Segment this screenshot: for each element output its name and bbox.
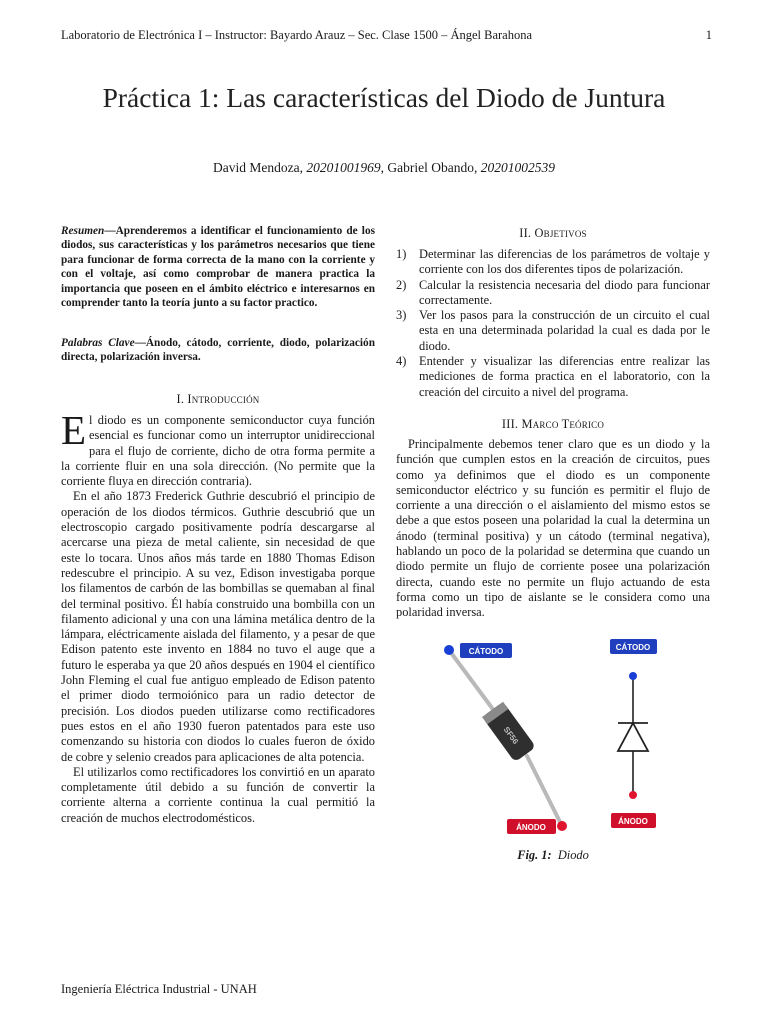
list-item-text: Calcular la resistencia necesaria del diodo para funcionar correctamente. bbox=[419, 277, 710, 307]
keywords-label: Palabras Clave bbox=[61, 337, 135, 349]
intro-paragraph-1 bbox=[61, 407, 375, 489]
theory-body bbox=[396, 437, 710, 621]
anode-terminal-dot bbox=[557, 821, 567, 831]
intro-paragraph-3: El utilizarlos como rectificadores los convirtió en un aparato completamente útil debido a su función de convertir la corriente alterna a corriente continua la cual permitió la creación de muchos electrodomésticos. bbox=[61, 764, 375, 825]
author-1-name: David Mendoza, bbox=[213, 160, 307, 175]
paper-title: Práctica 1: Las características del Diodo de Juntura bbox=[102, 82, 666, 113]
intro-paragraph-2: En el año 1873 Frederick Guthrie descubrió el principio de operación de los diodos térmicos. Guthrie descubrió que un electroscopio cargado positivamente podría descargarse al acercarse una pieza de metal caliente, sin necesidad de que este lo tocara. Unos años más tarde en 1880 Thomas Edison redescubre el principio. A su vez, Edison investigaba porque los filamentos de carbón de las bombillas se quemaban al final del terminal positivo. Él había construido una bombilla con un filamento adicional y una con una lámina metálica dentro de la lámpara, eléctricamente aislada del filamento, y a pesar de que Edison patento este invento en 1884 no tuvo el auge que a futuro le esperaba ya que 20 años después en 1904 el científico John Fleming el cual fue antiguo empleado de Edison patento el primer diodo termoiónico para un radio detector de precisión. Los diodos pueden utilizarse como rectificadores pues estos en el año 1930 fueron patentados para este uso comenzando su historia con diodos lo cuales fueron de óxido de cobre y selenio creados para aplicaciones de alta potencia. bbox=[61, 489, 375, 764]
symbol-cathode-label: CÁTODO bbox=[615, 643, 651, 652]
diode-lead-top bbox=[449, 650, 492, 708]
list-item-text: Ver los pasos para la construcción de un circuito el cual esta en una determinada polaridad la cual es dada por le diodo. bbox=[419, 308, 710, 353]
theory-paragraph-1: Principalmente debemos tener claro que es un diodo y la función que cumplen estos en la creación de circuitos, pues como ya definimos que el diodo es un componente semiconductor eléctrico y su función es permitir el flujo de corriente a una dirección o el aislamiento del mismo estos se debe a que estos poseen una polaridad la cual la determina un ánodo (terminal positiva) y un cátodo (terminal negativa), hablando un poco de la polaridad se determina que cuando un diodo permite un flujo de corriente posee una polarización directa, cuando este no permite un flujo actuando de esta forma como un tipo de aislante se le considera como una polaridad inversa. bbox=[396, 437, 710, 620]
list-item-number: 3) bbox=[396, 308, 407, 323]
running-header: Laboratorio de Electrónica I – Instructor: Bayardo Arauz – Sec. Clase 1500 – Ángel Barahona bbox=[61, 28, 533, 42]
list-item bbox=[396, 354, 710, 400]
diode-lead-bottom bbox=[527, 756, 562, 826]
introduction-body bbox=[61, 407, 375, 826]
anode-tag-label: ÁNODO bbox=[516, 823, 546, 832]
author-separator: , Gabriel Obando, bbox=[380, 160, 481, 175]
symbol-anode-triangle bbox=[618, 723, 648, 751]
abstract bbox=[61, 224, 375, 310]
section-heading-objectives: II. Objetivos bbox=[519, 226, 587, 240]
list-item-number: 2) bbox=[396, 277, 407, 292]
keywords-text: —Ánodo, cátodo, corriente, diodo, polarización directa, polarización inversa. bbox=[61, 337, 375, 364]
figure-caption-label: Fig. 1: bbox=[517, 848, 552, 862]
author-1-id: 20201001969 bbox=[306, 160, 381, 175]
page-number: 1 bbox=[705, 28, 712, 42]
list-item bbox=[396, 278, 710, 309]
list-item-number: 4) bbox=[396, 354, 407, 369]
abstract-label: Resumen bbox=[61, 225, 105, 237]
intro-paragraph-1-text: l diodo es un componente semiconductor cuya función esencial es funcionar como un interruptor unidireccional para el flujo de corriente, dicho de otra forma permite a la corriente fluir en una sola dirección. (No permite que la corriente fluya en dirección contraria). bbox=[61, 413, 375, 489]
cathode-terminal-dot bbox=[444, 645, 454, 655]
diode-symbol bbox=[610, 639, 657, 828]
section-heading-introduction: I. Introducción bbox=[176, 392, 260, 406]
objectives-list bbox=[396, 247, 710, 400]
symbol-anode-label: ÁNODO bbox=[618, 817, 648, 826]
author-2-id: 20201002539 bbox=[480, 160, 555, 175]
running-footer: Ingeniería Eléctrica Industrial - UNAH bbox=[61, 982, 257, 996]
figure-caption-text: Diodo bbox=[557, 848, 589, 862]
drop-cap: E bbox=[61, 407, 87, 453]
authors bbox=[84, 160, 684, 176]
list-item-text: Determinar las diferencias de los parámetros de voltaje y corriente con los dos diferentes tipos de polarización. bbox=[419, 247, 710, 277]
section-heading-theory: III. Marco Teórico bbox=[501, 417, 605, 431]
list-item bbox=[396, 308, 710, 354]
diode-figure bbox=[396, 630, 710, 840]
keywords bbox=[61, 336, 375, 365]
diode-body-marking: SF56 bbox=[501, 725, 521, 746]
diode-photo bbox=[444, 643, 567, 834]
diode-body bbox=[482, 702, 536, 763]
list-item-text: Entender y visualizar las diferencias entre realizar las mediciones de forma practica en el laboratorio, con la creación del circuito a nivel del programa. bbox=[419, 354, 710, 399]
cathode-tag-label: CÁTODO bbox=[468, 647, 504, 656]
symbol-cathode-dot bbox=[629, 672, 637, 680]
list-item-number: 1) bbox=[396, 247, 407, 261]
list-item bbox=[396, 247, 710, 278]
figure-caption bbox=[396, 848, 710, 863]
symbol-anode-dot bbox=[629, 791, 637, 799]
abstract-text: —Aprenderemos a identificar el funcionamiento de los diodos, sus características y los parámetros necesarios que tiene para funcionar de forma correcta de la mano con la corriente y con el voltaje, así como comprobar de manera practica la importancia que poseen en el ámbito eléctrico e interesarnos en comprender tanto la teoría junto a su factor practico. bbox=[61, 225, 375, 310]
